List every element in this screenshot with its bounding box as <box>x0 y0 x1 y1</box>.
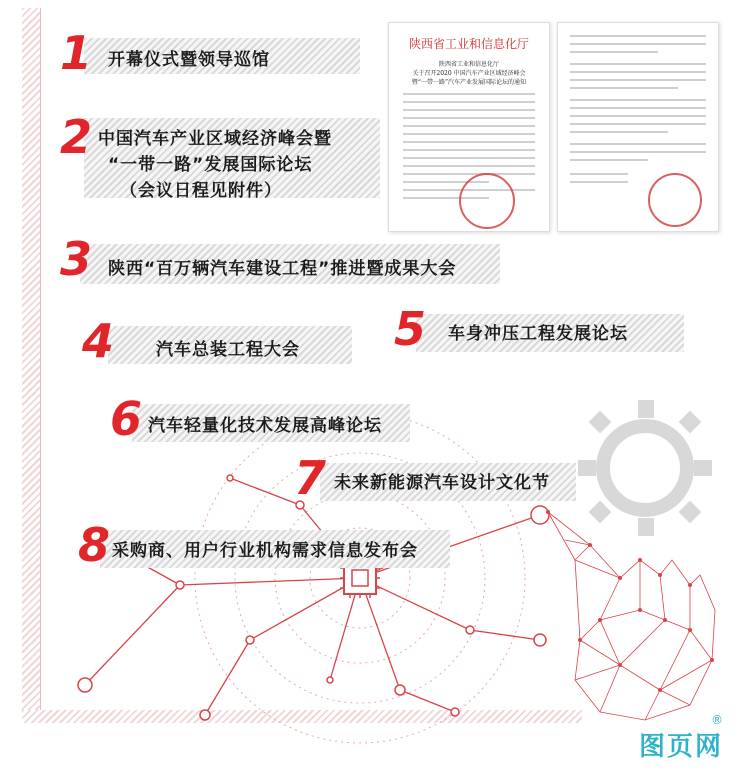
item-number: 1 <box>60 26 93 80</box>
item-number: 5 <box>394 302 427 356</box>
item-number: 4 <box>82 314 115 368</box>
seal-stamp-right <box>648 173 702 227</box>
item-2 <box>60 112 390 200</box>
hand-wireframe <box>548 512 715 720</box>
notice-document-left <box>388 22 550 232</box>
item-7 <box>294 451 584 509</box>
item-5 <box>394 302 694 360</box>
item-4 <box>82 314 362 372</box>
document-header: 陕西省工业和信息化厅 <box>408 37 529 51</box>
item-title: 汽车轻量化技术发展高峰论坛 <box>148 416 382 436</box>
document-subtitle-3: 暨“一带一路”汽车产业发展国际论坛的通知 <box>411 79 527 86</box>
notice-document-right <box>557 22 719 232</box>
item-1 <box>60 26 370 80</box>
item-title-line-3: （会议日程见附件） <box>120 181 282 201</box>
document-subtitle-1: 陕西省工业和信息化厅 <box>438 61 499 68</box>
seal-stamp <box>459 173 515 229</box>
item-title: 采购商、用户行业机构需求信息发布会 <box>112 541 418 561</box>
item-title: 车身冲压工程发展论坛 <box>448 324 628 344</box>
item-title-line-1: 中国汽车产业区域经济峰会暨 <box>98 129 332 149</box>
item-title: 未来新能源汽车设计文化节 <box>334 473 550 493</box>
watermark-logo: 图页网 <box>638 732 723 762</box>
item-title: 汽车总装工程大会 <box>156 340 300 360</box>
item-number: 2 <box>60 110 93 164</box>
item-title: 开幕仪式暨领导巡馆 <box>108 50 270 70</box>
item-number: 3 <box>60 232 93 286</box>
watermark-registered-mark: ® <box>711 713 723 727</box>
item-number: 8 <box>78 518 111 572</box>
item-3 <box>60 232 510 290</box>
document-subtitle-2: 关于召开2020 中国汽车产业区域经济峰会 <box>412 70 526 77</box>
item-number: 7 <box>294 451 327 505</box>
item-8 <box>78 518 458 576</box>
network-nodes <box>78 475 549 720</box>
item-title-line-2: “一带一路”发展国际论坛 <box>108 155 313 175</box>
gear-icon <box>603 426 687 510</box>
item-number: 6 <box>110 392 143 446</box>
item-title: 陕西“百万辆汽车建设工程”推进暨成果大会 <box>108 259 457 279</box>
network-lines <box>85 478 540 715</box>
item-6 <box>110 392 420 450</box>
